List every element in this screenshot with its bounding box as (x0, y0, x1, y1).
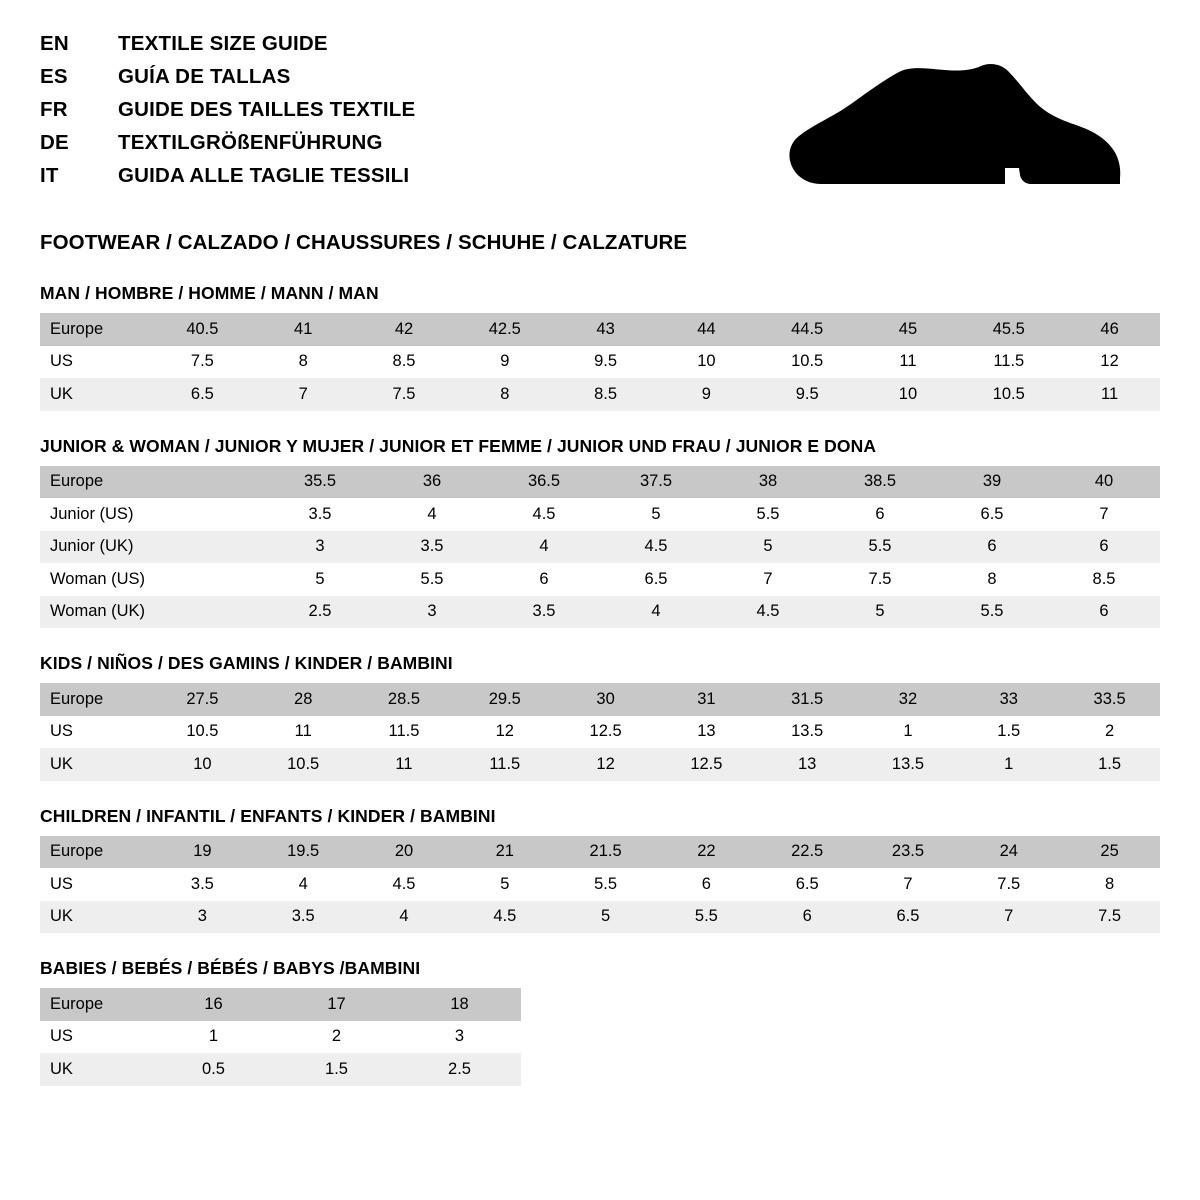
cell: 28.5 (354, 683, 455, 716)
cell: 11 (354, 748, 455, 781)
cell: 19.5 (253, 836, 354, 869)
cell: 2 (1059, 716, 1160, 749)
cell: 21.5 (555, 836, 656, 869)
cell: 8 (454, 378, 555, 411)
size-table-kids (40, 683, 1160, 781)
dress-shoe-icon (785, 60, 1125, 190)
cell: 1 (858, 716, 959, 749)
group-babies (40, 958, 1160, 1086)
table-row (40, 498, 1160, 531)
cell: 3 (264, 531, 376, 564)
language-row (40, 131, 415, 164)
language-code: EN (40, 32, 69, 55)
cell: 3.5 (253, 901, 354, 934)
cell: 12.5 (656, 748, 757, 781)
cell: 1.5 (1059, 748, 1160, 781)
row-label: UK (40, 901, 152, 934)
cell: 10 (858, 378, 959, 411)
row-label: Europe (40, 988, 152, 1021)
cell (152, 498, 264, 531)
cell: 9.5 (757, 378, 858, 411)
cell: 7.5 (958, 868, 1059, 901)
language-title: TEXTILGRÖßENFÜHRUNG (118, 131, 383, 154)
cell: 37.5 (600, 466, 712, 499)
cell: 32 (858, 683, 959, 716)
cell: 3.5 (264, 498, 376, 531)
cell: 45.5 (958, 313, 1059, 346)
cell: 33.5 (1059, 683, 1160, 716)
table-row (40, 901, 1160, 934)
cell: 1.5 (958, 716, 1059, 749)
cell: 7 (712, 563, 824, 596)
size-table-babies (40, 988, 521, 1086)
cell: 18 (398, 988, 521, 1021)
cell: 22 (656, 836, 757, 869)
cell: 12 (555, 748, 656, 781)
cell: 30 (555, 683, 656, 716)
table-row (40, 1021, 521, 1054)
cell: 42 (354, 313, 455, 346)
cell: 41 (253, 313, 354, 346)
cell: 33 (958, 683, 1059, 716)
language-title: GUIDA ALLE TAGLIE TESSILI (118, 164, 410, 187)
cell: 5.5 (656, 901, 757, 934)
cell: 11.5 (958, 346, 1059, 379)
table-row (40, 868, 1160, 901)
language-code: FR (40, 98, 68, 121)
cell: 6 (824, 498, 936, 531)
cell: 10.5 (757, 346, 858, 379)
cell: 6 (936, 531, 1048, 564)
cell: 25 (1059, 836, 1160, 869)
cell: 5 (555, 901, 656, 934)
language-row (40, 32, 415, 65)
cell: 7 (858, 868, 959, 901)
group-title: KIDS / NIÑOS / DES GAMINS / KINDER / BAMBINI (40, 653, 453, 673)
cell: 5 (712, 531, 824, 564)
cell: 35.5 (264, 466, 376, 499)
cell (152, 596, 264, 629)
language-code: ES (40, 65, 68, 88)
cell: 39 (936, 466, 1048, 499)
cell: 3 (152, 901, 253, 934)
cell: 24 (958, 836, 1059, 869)
cell: 5 (264, 563, 376, 596)
row-label: UK (40, 748, 152, 781)
cell: 2 (275, 1021, 398, 1054)
language-code: IT (40, 164, 59, 187)
row-label: Junior (UK) (40, 531, 152, 564)
cell: 8.5 (354, 346, 455, 379)
cell: 20 (354, 836, 455, 869)
cell: 43 (555, 313, 656, 346)
cell: 6 (757, 901, 858, 934)
cell: 11.5 (454, 748, 555, 781)
cell: 12 (454, 716, 555, 749)
cell: 4 (600, 596, 712, 629)
cell: 40 (1048, 466, 1160, 499)
row-label: UK (40, 378, 152, 411)
cell: 13 (757, 748, 858, 781)
cell: 6.5 (600, 563, 712, 596)
cell: 6 (488, 563, 600, 596)
cell: 4 (253, 868, 354, 901)
table-row (40, 748, 1160, 781)
row-label: Europe (40, 466, 152, 499)
cell: 5.5 (555, 868, 656, 901)
cell: 31.5 (757, 683, 858, 716)
cell: 4.5 (712, 596, 824, 629)
cell: 8.5 (555, 378, 656, 411)
cell: 29.5 (454, 683, 555, 716)
size-table-junior-woman (40, 466, 1160, 629)
cell: 28 (253, 683, 354, 716)
cell: 19 (152, 836, 253, 869)
language-list (40, 32, 415, 197)
cell: 8 (936, 563, 1048, 596)
cell: 17 (275, 988, 398, 1021)
cell: 5.5 (936, 596, 1048, 629)
table-row (40, 683, 1160, 716)
row-label: Junior (US) (40, 498, 152, 531)
cell: 0.5 (152, 1053, 275, 1086)
cell: 31 (656, 683, 757, 716)
cell (152, 531, 264, 564)
table-row (40, 836, 1160, 869)
cell: 27.5 (152, 683, 253, 716)
cell: 13.5 (858, 748, 959, 781)
cell: 11 (1059, 378, 1160, 411)
group-title: CHILDREN / INFANTIL / ENFANTS / KINDER / BAMBINI (40, 805, 496, 826)
language-row (40, 164, 415, 197)
cell: 38.5 (824, 466, 936, 499)
cell: 6.5 (757, 868, 858, 901)
cell: 10 (152, 748, 253, 781)
table-row (40, 466, 1160, 499)
cell: 1 (152, 1021, 275, 1054)
cell: 11 (858, 346, 959, 379)
group-kids (40, 653, 1160, 781)
cell: 9 (656, 378, 757, 411)
row-label: Europe (40, 313, 152, 346)
cell: 12 (1059, 346, 1160, 379)
cell: 3 (398, 1021, 521, 1054)
footwear-section-title: FOOTWEAR / CALZADO / CHAUSSURES / SCHUHE / CALZATURE (40, 231, 688, 254)
language-code: DE (40, 131, 69, 154)
cell: 42.5 (454, 313, 555, 346)
table-row (40, 716, 1160, 749)
cell: 6 (656, 868, 757, 901)
language-title: GUIDE DES TAILLES TEXTILE (118, 98, 416, 121)
cell: 44 (656, 313, 757, 346)
cell: 10 (656, 346, 757, 379)
group-title: MAN / HOMBRE / HOMME / MANN / MAN (40, 283, 379, 303)
cell: 5 (824, 596, 936, 629)
language-title: GUÍA DE TALLAS (118, 65, 291, 88)
row-label: US (40, 1021, 152, 1054)
cell: 45 (858, 313, 959, 346)
table-row (40, 596, 1160, 629)
cell: 4.5 (600, 531, 712, 564)
size-table-man (40, 313, 1160, 411)
cell: 4.5 (488, 498, 600, 531)
cell: 5 (454, 868, 555, 901)
row-label: Woman (US) (40, 563, 152, 596)
cell: 8 (1059, 868, 1160, 901)
cell: 7 (1048, 498, 1160, 531)
cell: 7 (253, 378, 354, 411)
cell: 4.5 (454, 901, 555, 934)
row-label: UK (40, 1053, 152, 1086)
cell: 7.5 (1059, 901, 1160, 934)
cell: 40.5 (152, 313, 253, 346)
cell: 38 (712, 466, 824, 499)
cell (152, 563, 264, 596)
table-row (40, 378, 1160, 411)
group-title: JUNIOR & WOMAN / JUNIOR Y MUJER / JUNIOR ET FEMME / JUNIOR UND FRAU / JUNIOR E DONA (40, 435, 877, 456)
table-row (40, 1053, 521, 1086)
cell: 36.5 (488, 466, 600, 499)
language-title: TEXTILE SIZE GUIDE (118, 32, 328, 55)
cell (152, 466, 264, 499)
cell: 5 (600, 498, 712, 531)
page-header (40, 32, 1160, 197)
cell: 11 (253, 716, 354, 749)
cell: 36 (376, 466, 488, 499)
cell: 22.5 (757, 836, 858, 869)
cell: 4 (354, 901, 455, 934)
cell: 16 (152, 988, 275, 1021)
group-title: BABIES / BEBÉS / BÉBÉS / BABYS /BAMBINI (40, 958, 421, 978)
cell: 4.5 (354, 868, 455, 901)
cell: 10.5 (152, 716, 253, 749)
cell: 5.5 (376, 563, 488, 596)
cell: 3.5 (152, 868, 253, 901)
cell: 10.5 (253, 748, 354, 781)
cell: 23.5 (858, 836, 959, 869)
cell: 4 (376, 498, 488, 531)
cell: 4 (488, 531, 600, 564)
cell: 2.5 (264, 596, 376, 629)
size-table-children (40, 836, 1160, 934)
row-label: US (40, 868, 152, 901)
cell: 1.5 (275, 1053, 398, 1086)
cell: 8 (253, 346, 354, 379)
cell: 21 (454, 836, 555, 869)
cell: 3.5 (488, 596, 600, 629)
table-row (40, 531, 1160, 564)
cell: 11.5 (354, 716, 455, 749)
cell: 12.5 (555, 716, 656, 749)
cell: 5.5 (824, 531, 936, 564)
table-row (40, 563, 1160, 596)
group-man (40, 283, 1160, 411)
cell: 13.5 (757, 716, 858, 749)
language-row (40, 98, 415, 131)
table-row (40, 313, 1160, 346)
cell: 44.5 (757, 313, 858, 346)
cell: 13 (656, 716, 757, 749)
cell: 6 (1048, 531, 1160, 564)
cell: 9 (454, 346, 555, 379)
row-label: US (40, 716, 152, 749)
cell: 3.5 (376, 531, 488, 564)
cell: 6.5 (858, 901, 959, 934)
cell: 3 (376, 596, 488, 629)
cell: 6.5 (936, 498, 1048, 531)
group-junior-woman (40, 436, 1160, 629)
cell: 2.5 (398, 1053, 521, 1086)
row-label: US (40, 346, 152, 379)
cell: 1 (958, 748, 1059, 781)
cell: 10.5 (958, 378, 1059, 411)
cell: 6.5 (152, 378, 253, 411)
cell: 7.5 (354, 378, 455, 411)
cell: 6 (1048, 596, 1160, 629)
cell: 8.5 (1048, 563, 1160, 596)
group-children (40, 806, 1160, 934)
table-row (40, 346, 1160, 379)
cell: 5.5 (712, 498, 824, 531)
cell: 7.5 (152, 346, 253, 379)
cell: 9.5 (555, 346, 656, 379)
shoe-illustration (780, 32, 1160, 190)
row-label: Europe (40, 683, 152, 716)
row-label: Woman (UK) (40, 596, 152, 629)
language-row (40, 65, 415, 98)
cell: 7 (958, 901, 1059, 934)
table-row (40, 988, 521, 1021)
cell: 46 (1059, 313, 1160, 346)
cell: 7.5 (824, 563, 936, 596)
row-label: Europe (40, 836, 152, 869)
